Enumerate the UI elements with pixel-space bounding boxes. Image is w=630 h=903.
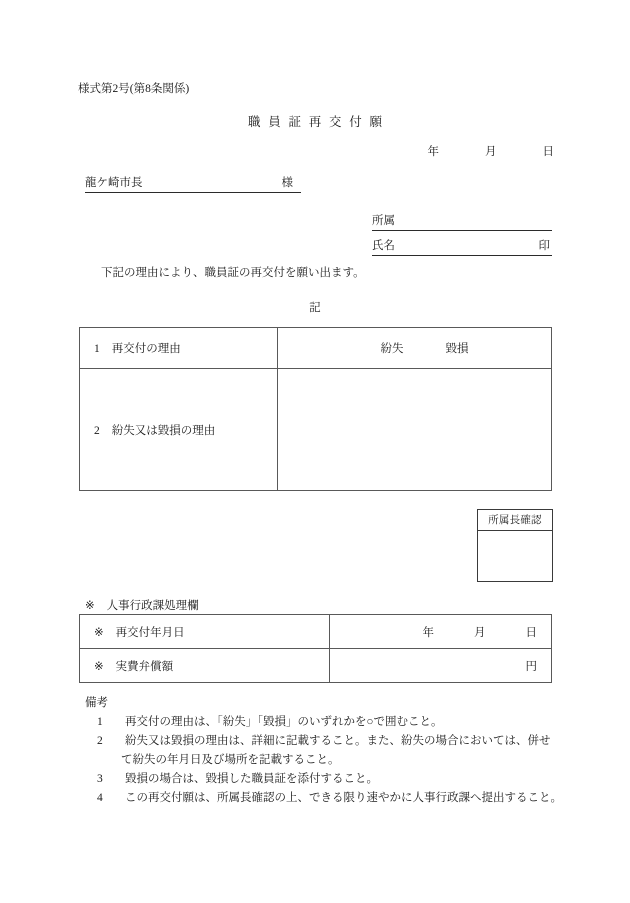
list-item xyxy=(97,789,565,808)
reason-table xyxy=(79,327,552,491)
name-label: 氏名 xyxy=(372,240,395,252)
reason-row-1-options-cell[interactable] xyxy=(278,328,552,369)
hr-date-month-label: 月 xyxy=(474,626,486,639)
notes-title: 備考 xyxy=(85,697,108,709)
note-2-number: 2 xyxy=(97,735,103,747)
hr-date-year-label: 年 xyxy=(422,626,434,639)
name-field[interactable] xyxy=(372,237,552,256)
note-1-text: 再交付の理由は、「紛失」「毀損」のいずれかを○で囲むこと。 xyxy=(125,716,443,728)
supervisor-confirmation-header: 所属長確認 xyxy=(478,510,552,531)
hr-row-1-label: 再交付年月日 xyxy=(115,626,185,639)
notes-list xyxy=(85,713,565,808)
reason-row-1-label-cell xyxy=(80,328,278,369)
date-year-label: 年 xyxy=(427,146,439,158)
reason-row-2-label: 紛失又は毀損の理由 xyxy=(111,424,216,437)
hr-row-2-label: 実費弁償額 xyxy=(115,660,174,673)
addressee-honorific: 様 xyxy=(281,177,293,189)
list-item xyxy=(97,713,565,732)
date-month-label: 月 xyxy=(485,146,497,158)
hr-date-day-label: 日 xyxy=(525,626,537,639)
affiliation-label: 所属 xyxy=(372,215,395,227)
affiliation-field[interactable] xyxy=(372,212,552,231)
form-code-label: 様式第2号(第8条関係) xyxy=(78,83,190,95)
reason-option-damaged[interactable]: 毀損 xyxy=(445,343,469,355)
hr-section-mark: ※ xyxy=(85,600,95,612)
reason-row-2-number: 2 xyxy=(94,424,100,437)
note-3-text: 毀損の場合は、毀損した職員証を添付すること。 xyxy=(125,773,378,785)
hr-processing-table xyxy=(79,614,552,683)
body-sentence: 下記の理由により、職員証の再交付を願い出ます。 xyxy=(101,267,365,279)
table-row xyxy=(80,615,552,649)
date-day-label: 日 xyxy=(542,146,554,158)
reason-row-2-value-cell[interactable] xyxy=(278,369,552,491)
note-1-number: 1 xyxy=(97,716,103,728)
supervisor-confirmation-stamp-area[interactable] xyxy=(478,531,552,581)
hr-amount-unit-label: 円 xyxy=(525,660,537,673)
hr-row-2-label-cell xyxy=(80,649,330,683)
table-row xyxy=(80,649,552,683)
note-4-text: この再交付願は、所属長確認の上、できる限り速やかに人事行政課へ提出すること。 xyxy=(125,792,562,804)
supervisor-confirmation-box xyxy=(477,509,553,582)
hr-row-1-mark: ※ xyxy=(94,626,104,639)
addressee-recipient: 龍ケ崎市長 xyxy=(85,177,143,189)
date-blank-line xyxy=(0,143,554,159)
reason-row-1-label: 再交付の理由 xyxy=(111,343,181,355)
note-3-number: 3 xyxy=(97,773,103,785)
list-item xyxy=(97,732,565,770)
hr-row-1-value-cell[interactable] xyxy=(330,615,552,649)
hr-row-2-value-cell[interactable] xyxy=(330,649,552,683)
hr-row-2-mark: ※ xyxy=(94,660,104,673)
page-title-text: 職員証再交付願 xyxy=(247,115,390,129)
reason-row-1-number: 1 xyxy=(94,343,100,355)
list-item xyxy=(97,770,565,789)
note-2-text: 紛失又は毀損の理由は、詳細に記載すること。また、紛失の場合においては、併せ xyxy=(125,735,551,747)
hr-row-1-label-cell xyxy=(80,615,330,649)
hr-section-label-text: 人事行政課処理欄 xyxy=(106,600,199,612)
page-title xyxy=(0,112,630,130)
addressee-line xyxy=(85,174,301,193)
table-row xyxy=(80,369,552,491)
reason-row-2-label-cell xyxy=(80,369,278,491)
notes-section xyxy=(85,694,565,808)
seal-mark-label: 印 xyxy=(538,240,550,252)
ki-marker: 記 xyxy=(309,302,321,314)
reason-option-lost[interactable]: 紛失 xyxy=(380,343,404,355)
table-row xyxy=(80,328,552,369)
note-2-continuation: て紛失の年月日及び場所を記載すること。 xyxy=(121,754,340,766)
hr-section-label xyxy=(85,597,199,613)
note-4-number: 4 xyxy=(97,792,103,804)
